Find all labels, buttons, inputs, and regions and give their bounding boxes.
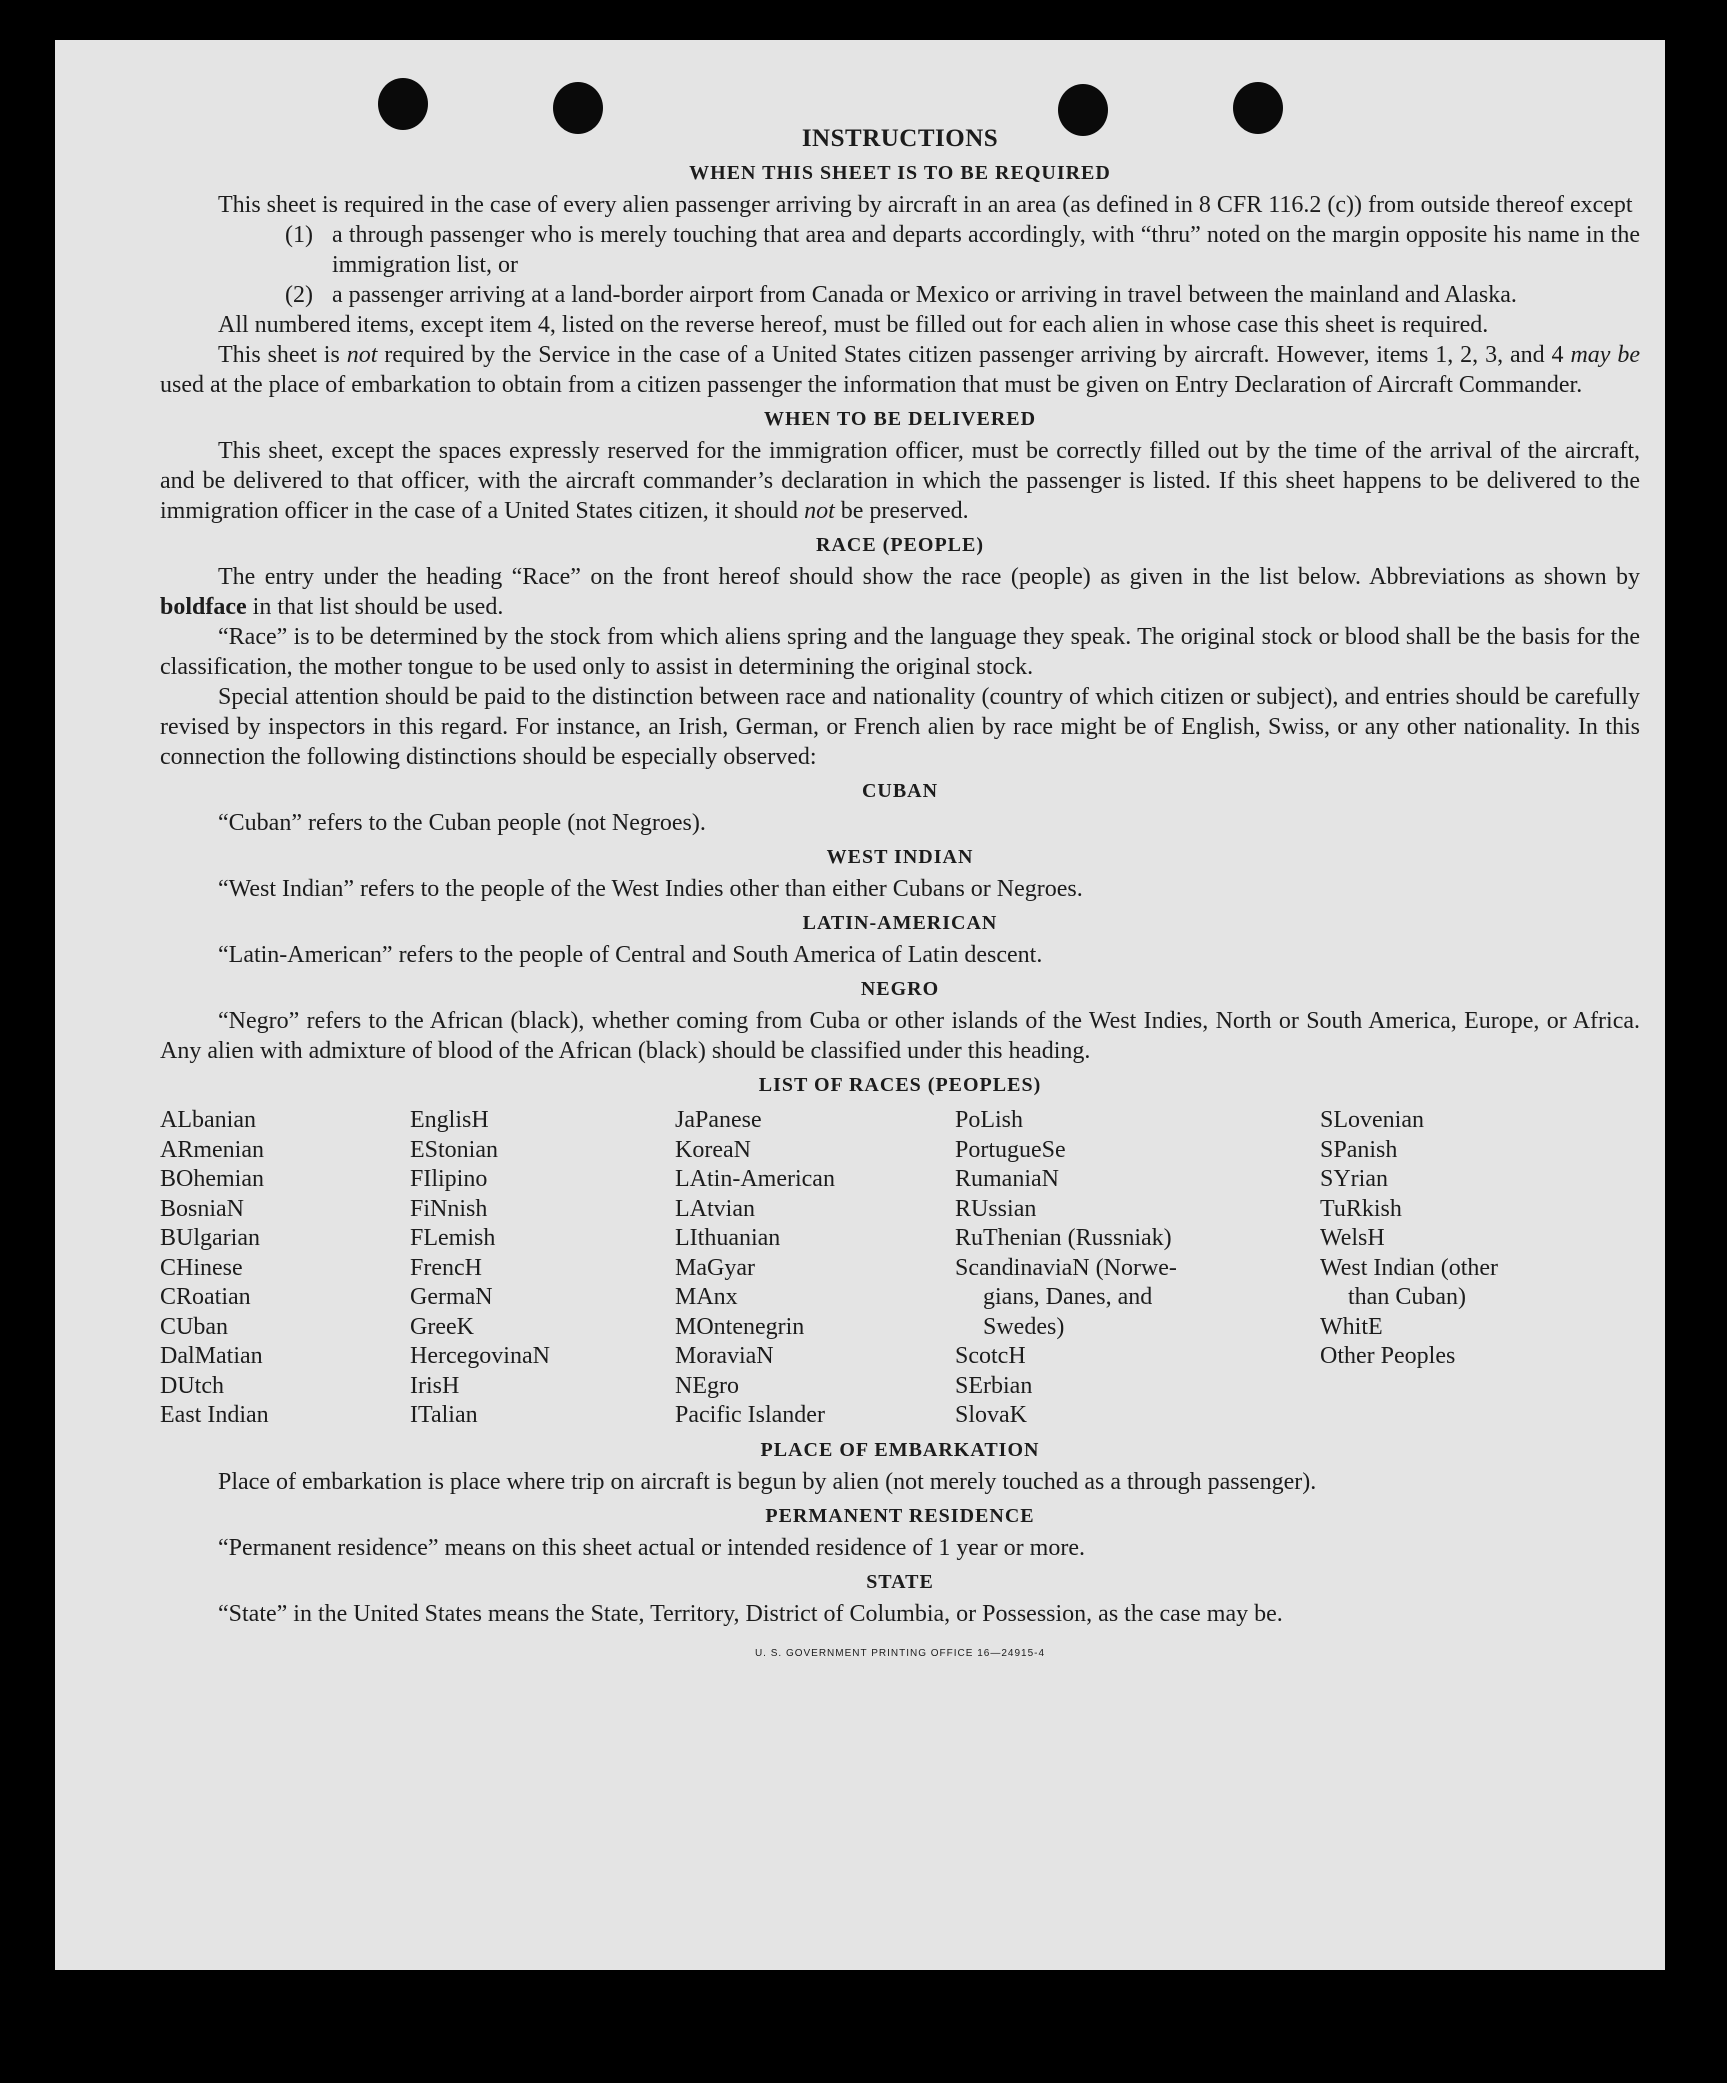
race-entry: SYrian [1320, 1166, 1388, 1192]
race-entry: BUlgarian [160, 1225, 260, 1251]
race-entry: FLemish [410, 1225, 496, 1251]
races-list [160, 1106, 1640, 1431]
emphasis-may-be: may be [1570, 342, 1640, 368]
race-entry: FiNnish [410, 1195, 488, 1222]
races-column-5 [1320, 1106, 1570, 1431]
race-entry-continued: Swedes) [983, 1313, 1065, 1340]
race-entry: ARmenian [160, 1136, 264, 1163]
negro-paragraph: “Negro” refers to the African (black), whether coming from Cuba or other islands of the West Indies, North or South America, Europe, or Africa. Any alien with admixture of blood of the African (black) should be classified under this heading. [160, 1008, 1640, 1064]
page-title: INSTRUCTIONS [801, 125, 999, 152]
numbered-items-paragraph: All numbered items, except item 4, listed on the reverse hereof, must be filled out for each alien in whose case this sheet is required. [218, 312, 1489, 338]
race-entry: RumaniaN [955, 1166, 1059, 1192]
race-entry: East Indian [160, 1402, 269, 1428]
races-column-2 [410, 1106, 675, 1431]
heading-west-indian: WEST INDIAN [826, 846, 974, 868]
race-entry: DUtch [160, 1372, 224, 1399]
race-entry: FIlipino [410, 1166, 488, 1192]
delivered-paragraph [160, 436, 1640, 526]
race-entry: EStonian [410, 1136, 498, 1163]
emphasis-boldface: boldface [160, 594, 247, 620]
citizen-paragraph [160, 340, 1640, 400]
race-entry: ScotcH [955, 1343, 1026, 1369]
race-entry: HercegovinaN [410, 1343, 550, 1369]
race-entry: Pacific Islander [675, 1402, 825, 1428]
text-run: be preserved. [834, 498, 969, 524]
race-entry: ScandinaviaN (Norwe- [955, 1254, 1177, 1281]
text-run: The entry under the heading “Race” on the front hereof should show the race (people) as given in the list below. Abbreviations as shown by [218, 564, 1640, 590]
race-entry: ITalian [410, 1402, 478, 1428]
race-paragraph-2: “Race” is to be determined by the stock from which aliens spring and the language they speak. The original stock or blood shall be the basis for the classification, the mother tongue to be used only to assist in determining the original stock. [160, 624, 1640, 680]
text-run: required by the Service in the case of a United States citizen passenger arriving by aircraft. However, items 1, 2, 3, and 4 [377, 342, 1571, 368]
item-text: a passenger arriving at a land-border airport from Canada or Mexico or arriving in travel between the mainland and Alaska. [332, 282, 1517, 308]
race-entry: TuRkish [1320, 1195, 1402, 1222]
race-entry: GreeK [410, 1313, 474, 1340]
west-indian-paragraph: “West Indian” refers to the people of the West Indies other than either Cubans or Negroes. [218, 876, 1083, 902]
race-entry: Other Peoples [1320, 1343, 1456, 1369]
races-column-3 [675, 1106, 955, 1431]
race-entry: LAtvian [675, 1195, 755, 1222]
text-run: in that list should be used. [246, 594, 504, 620]
emphasis-not: not [346, 342, 378, 368]
heading-cuban: CUBAN [861, 780, 939, 802]
heading-latin-american: LATIN-AMERICAN [802, 912, 998, 934]
required-intro: This sheet is required in the case of every alien passenger arriving by aircraft in an area (as defined in 8 CFR 116.2 (c)) from outside thereof except [218, 192, 1633, 218]
heading-state: STATE [866, 1570, 934, 1593]
text-run: This sheet is [218, 342, 347, 368]
race-entry: CHinese [160, 1254, 243, 1281]
race-entry: MOntenegrin [675, 1313, 805, 1340]
race-entry: RUssian [955, 1195, 1037, 1222]
race-entry: RuThenian (Russniak) [955, 1225, 1172, 1251]
race-entry: MaGyar [675, 1254, 755, 1281]
heading-permanent-residence: PERMANENT RESIDENCE [765, 1504, 1035, 1527]
race-entry: BOhemian [160, 1166, 264, 1192]
race-entry: GermaN [410, 1284, 493, 1310]
heading-when-delivered: WHEN TO BE DELIVERED [763, 408, 1037, 430]
race-entry: SLovenian [1320, 1107, 1424, 1133]
race-entry: MoraviaN [675, 1343, 774, 1369]
race-entry: SPanish [1320, 1136, 1398, 1163]
race-paragraph-1 [160, 562, 1640, 622]
race-entry: CUban [160, 1313, 228, 1340]
races-column-4 [955, 1106, 1320, 1431]
latin-american-paragraph: “Latin-American” refers to the people of Central and South America of Latin descent. [218, 942, 1043, 968]
printer-imprint: U. S. GOVERNMENT PRINTING OFFICE 16—24915-4 [754, 1647, 1046, 1659]
heading-place-of-embarkation: PLACE OF EMBARKATION [760, 1438, 1040, 1461]
race-entry: JaPanese [675, 1107, 762, 1133]
races-column-1 [160, 1106, 410, 1431]
race-entry: WhitE [1320, 1313, 1383, 1340]
race-entry: West Indian (other [1320, 1254, 1499, 1281]
item-text: a through passenger who is merely touching that area and departs accordingly, with “thru” noted on the margin opposite his name in the immigration list, or [332, 222, 1640, 278]
heading-race: RACE (PEOPLE) [816, 534, 984, 556]
heading-negro: NEGRO [860, 978, 940, 1000]
race-entry: EnglisH [410, 1107, 489, 1133]
race-entry: SlovaK [955, 1402, 1027, 1428]
race-entry: PoLish [955, 1107, 1024, 1133]
heading-list-of-races: LIST OF RACES (PEOPLES) [758, 1074, 1042, 1096]
race-entry: LIthuanian [675, 1225, 781, 1251]
race-entry: NEgro [675, 1372, 739, 1399]
race-entry: KoreaN [675, 1136, 751, 1163]
text-run: used at the place of embarkation to obtain from a citizen passenger the information that must be given on Entry Declaration of Aircraft Commander. [160, 372, 1583, 398]
race-paragraph-3: Special attention should be paid to the distinction between race and nationality (country of which citizen or subject), and entries should be carefully revised by inspectors in this regard. For instance, an Irish, German, or French alien by race might be of English, Swiss, or any other nationality. In this connection the following distinctions should be especially observed: [160, 684, 1640, 770]
race-entry: PortugueSe [955, 1136, 1066, 1163]
residence-paragraph: “Permanent residence” means on this sheet actual or intended residence of 1 year or more. [218, 1534, 1085, 1561]
race-entry: DalMatian [160, 1343, 263, 1369]
instructions-body [160, 112, 1640, 1669]
race-entry-continued: gians, Danes, and [983, 1284, 1153, 1310]
item-number: (1) [285, 222, 313, 248]
race-entry: CRoatian [160, 1284, 251, 1310]
cuban-paragraph: “Cuban” refers to the Cuban people (not Negroes). [218, 810, 706, 836]
race-entry: FrencH [410, 1254, 482, 1281]
state-paragraph: “State” in the United States means the State, Territory, District of Columbia, or Possession, as the case may be. [218, 1600, 1283, 1627]
exception-item-2 [160, 280, 1640, 310]
race-entry: LAtin-American [675, 1166, 835, 1192]
race-entry: IrisH [410, 1372, 460, 1399]
emphasis-not: not [804, 498, 835, 524]
race-entry: MAnx [675, 1284, 738, 1310]
heading-when-required: WHEN THIS SHEET IS TO BE REQUIRED [689, 162, 1111, 184]
embarkation-paragraph: Place of embarkation is place where trip on aircraft is begun by alien (not merely touched as a through passenger). [218, 1468, 1317, 1495]
race-entry: ALbanian [160, 1107, 256, 1133]
race-entry: SErbian [955, 1372, 1033, 1399]
document-sheet [55, 40, 1665, 1970]
race-entry: WelsH [1320, 1225, 1385, 1251]
item-number: (2) [285, 282, 313, 308]
exception-item-1 [160, 220, 1640, 280]
race-entry: BosniaN [160, 1195, 244, 1222]
race-entry-continued: than Cuban) [1348, 1284, 1466, 1310]
text-run: This sheet, except the spaces expressly reserved for the immigration officer, must be correctly filled out by the time of the arrival of the aircraft, and be delivered to that officer, with the aircraft commander’s declaration in which the passenger is listed. If this sheet happens to be delivered to the immigration officer in the case of a United States citizen, it should [160, 438, 1640, 524]
